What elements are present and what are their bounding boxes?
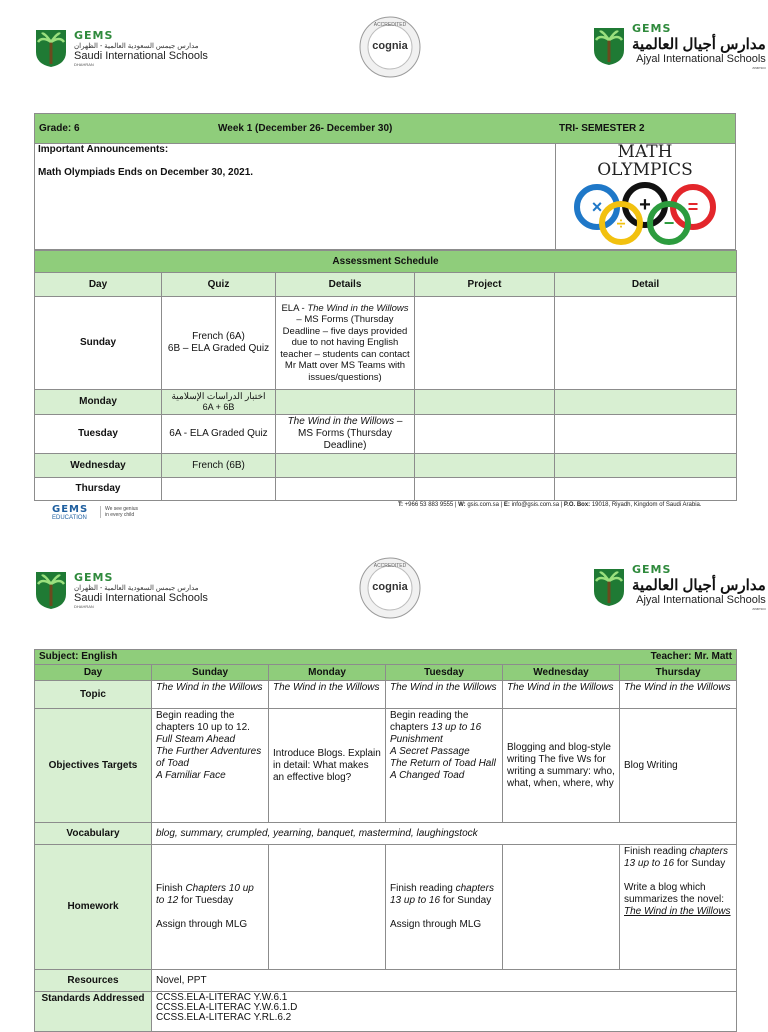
col-sunday: Sunday [152,665,269,681]
topic-cell: The Wind in the Willows [503,681,620,709]
school-name: Saudi International Schools [74,592,208,604]
svg-text:−: − [663,213,675,233]
homework-wednesday [503,845,620,970]
partner-name: aramco [752,65,766,70]
badge-top-text: ACCREDITED [373,22,407,28]
gems-brand: GEMS [74,29,114,42]
resources-label: Resources [35,970,152,992]
table-row [35,681,737,709]
teacher-label: Teacher: Mr. Matt [650,651,733,662]
row-project [415,454,555,478]
objectives-label: Objectives Targets [35,709,152,823]
contact-line: T: +966 53 883 9555 | W: gsis.com.sa | E: info@gsis.com.sa | P.O. Box: 19018, Riyadh, Kingdom of Saudi Arabia. [398,502,702,508]
cognia-badge [359,557,421,624]
row-quiz: 6A - ELA Graded Quiz [162,415,276,454]
announcements-title: Important Announcements: [38,144,169,155]
school-name: Ajyal International Schools [636,53,766,65]
subject-bar [35,650,737,665]
school-arabic-name: مدارس أجيال العالمية [632,36,766,53]
col-monday: Monday [269,665,386,681]
vocabulary-label: Vocabulary [35,823,152,845]
school-location: DHAHRAN [74,604,94,609]
homework-label: Homework [35,845,152,970]
homework-sunday: Finish Chapters 10 up to 12 for Tuesday Assign through MLG [152,845,269,970]
col-day: Day [35,273,162,297]
row-detail [555,454,737,478]
row-details: ELA - The Wind in the Willows – MS Forms (Thursday Deadline – five days provided due to not having English teacher – students can contact Mr Matt over MS Teams with issues/questions) [276,297,415,390]
homework-monday [269,845,386,970]
table-row [35,478,737,501]
homework-tuesday: Finish reading chapters 13 up to 16 for Sunday Assign through MLG [386,845,503,970]
announcement-text: Math Olympiads Ends on December 30, 2021. [38,167,254,178]
row-project [415,297,555,390]
svg-text:×: × [591,197,603,217]
row-details [276,478,415,501]
svg-text:÷: ÷ [616,216,626,233]
row-day: Thursday [35,478,162,501]
math-title-2: OLYMPICS [597,160,693,180]
topic-cell: The Wind in the Willows [152,681,269,709]
topic-cell: The Wind in the Willows [620,681,737,709]
assessment-schedule-table [34,250,737,501]
row-detail [555,297,737,390]
right-school-logo [592,563,766,611]
week-label: Week 1 (December 26- December 30) [218,123,393,134]
school-arabic-name: مدارس أجيال العالمية [632,577,766,594]
col-tuesday: Tuesday [386,665,503,681]
row-day: Monday [35,390,162,415]
row-quiz: French (6B) [162,454,276,478]
standards-label: Standards Addressed [35,992,152,1032]
gems-brand: GEMS [632,22,672,35]
table-row [35,297,737,390]
table-row [35,823,737,845]
footer-brand: GEMS [52,504,89,515]
footer-sub: EDUCATION [52,515,87,521]
objectives-tuesday: Begin reading the chapters 13 up to 16 Punishment A Secret Passage The Return of Toad Hall A Changed Toad [386,709,503,823]
row-day: Sunday [35,297,162,390]
resources-value: Novel, PPT [152,970,737,992]
school-location: DHAHRAN [74,62,94,67]
col-thursday: Thursday [620,665,737,681]
row-detail [555,478,737,501]
left-school-logo [34,28,208,68]
gems-education-logo [52,504,88,521]
row-day: Tuesday [35,415,162,454]
olympic-math-rings-icon [559,179,731,245]
right-school-logo [592,22,766,70]
row-details [276,390,415,415]
left-school-logo [34,570,208,610]
schedule-title: Assessment Schedule [35,251,737,273]
topic-cell: The Wind in the Willows [269,681,386,709]
school-arabic-name: مدارس جيمس السعودية العالمية - الظهران [74,585,199,592]
table-row [35,845,737,970]
table-row [35,992,737,1032]
semester-label: TRI- SEMESTER 2 [559,123,645,134]
standards-list: CCSS.ELA-LITERAC Y.W.6.1 CCSS.ELA-LITERAC Y.W.6.1.D CCSS.ELA-LITERAC Y.RL.6.2 [152,992,737,1032]
announcements-box [34,143,736,250]
math-olympics-image [559,144,731,247]
gems-brand: GEMS [632,563,672,576]
objectives-sunday: Begin reading the chapters 10 up to 12. Full Steam Ahead The Further Adventures of Toad A Familiar Face [152,709,269,823]
row-details [276,454,415,478]
palm-shield-icon [34,570,68,610]
row-detail [555,415,737,454]
english-weekly-plan-table [34,649,737,1032]
svg-text:+: + [639,194,651,216]
school-name: Ajyal International Schools [636,594,766,606]
row-details: The Wind in the Willows – MS Forms (Thursday Deadline) [276,415,415,454]
col-quiz: Quiz [162,273,276,297]
col-day: Day [35,665,152,681]
objectives-thursday: Blog Writing [620,709,737,823]
palm-shield-icon [592,567,626,607]
palm-shield-icon [592,26,626,66]
table-row [35,390,737,415]
row-quiz: اختبار الدراسات الإسلامية 6A + 6B [162,390,276,415]
table-row [35,709,737,823]
subject-label: Subject: English [39,651,118,662]
badge-name: cognia [372,40,408,52]
row-project [415,415,555,454]
week-header-bar [34,113,736,144]
col-wednesday: Wednesday [503,665,620,681]
col-detail: Detail [555,273,737,297]
topic-cell: The Wind in the Willows [386,681,503,709]
grade-label: Grade: 6 [39,123,80,134]
objectives-wednesday: Blogging and blog-style writing The five Ws for writing a summary: who, what, when, where, why [503,709,620,823]
row-project [415,390,555,415]
palm-shield-icon [34,28,68,68]
school-arabic-name: مدارس جيمس السعودية العالمية - الظهران [74,43,199,50]
topic-label: Topic [35,681,152,709]
badge-name: cognia [372,581,408,593]
svg-text:=: = [687,197,699,217]
math-title-1: MATH [617,142,673,162]
table-row [35,970,737,992]
badge-top-text: ACCREDITED [373,563,407,569]
row-day: Wednesday [35,454,162,478]
row-quiz: French (6A) 6B – ELA Graded Quiz [162,297,276,390]
footer-tagline: We see genius in every child [100,506,138,518]
homework-thursday: Finish reading chapters 13 up to 16 for Sunday Write a blog which summarizes the novel: The Wind in the Willows [620,845,737,970]
row-quiz [162,478,276,501]
col-project: Project [415,273,555,297]
vocabulary-list: blog, summary, crumpled, yearning, banquet, mastermind, laughingstock [152,823,737,845]
col-details: Details [276,273,415,297]
school-name: Saudi International Schools [74,50,208,62]
row-project [415,478,555,501]
row-detail [555,390,737,415]
table-row [35,415,737,454]
objectives-monday: Introduce Blogs. Explain in detail: What makes an effective blog? [269,709,386,823]
partner-name: aramco [752,606,766,611]
table-row [35,454,737,478]
gems-brand: GEMS [74,571,114,584]
cognia-badge [359,16,421,83]
